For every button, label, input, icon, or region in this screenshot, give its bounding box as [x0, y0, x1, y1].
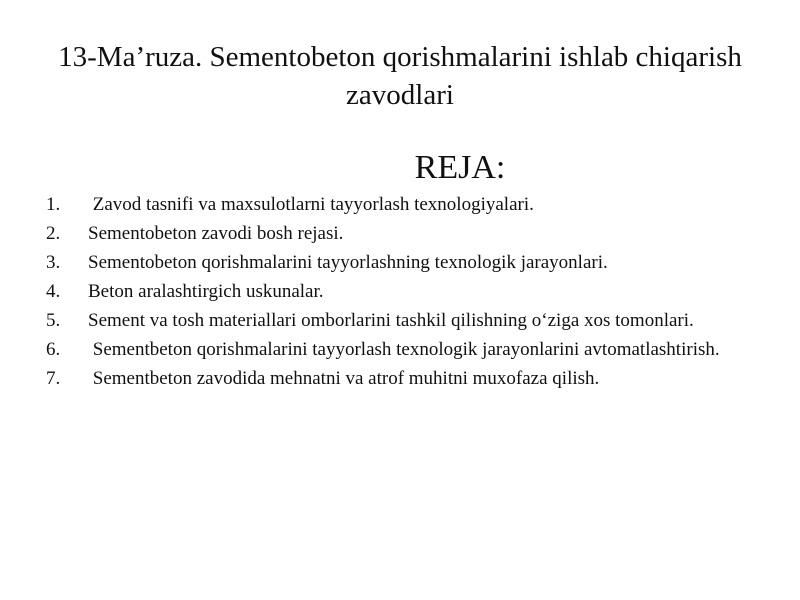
plan-item: [46, 339, 736, 361]
plan-item-text: Sementobeton zavodi bosh rejasi.: [88, 223, 344, 244]
plan-item-text: Sementobeton qorishmalarini tayyorlashning texnologik jarayonlari.: [88, 252, 608, 273]
plan-item: [46, 194, 736, 216]
plan-item-number: 5.: [46, 310, 61, 331]
plan-item-number: 1.: [46, 194, 61, 215]
plan-item-text: Sement va tosh materiallari omborlarini tashkil qilishning o‘ziga xos tomonlari.: [88, 310, 694, 331]
plan-list: [46, 194, 736, 397]
plan-item-text: Zavod tasnifi va maxsulotlarni tayyorlash texnologiyalari.: [88, 194, 534, 215]
plan-item: [46, 368, 736, 390]
plan-item-number: 4.: [46, 281, 61, 302]
plan-item-text: Sementbeton zavodida mehnatni va atrof muhitni muxofaza qilish.: [88, 368, 600, 389]
plan-item: [46, 310, 736, 332]
plan-item: [46, 252, 736, 274]
plan-item: [46, 281, 736, 303]
plan-item: [46, 223, 736, 245]
plan-item-text: Sementbeton qorishmalarini tayyorlash texnologik jarayonlarini avtomatlashtirish.: [88, 339, 720, 360]
plan-item-text: Beton aralashtirgich uskunalar.: [88, 281, 324, 302]
slide-title: 13-Ma’ruza. Sementobeton qorishmalarini ishlab chiqarish zavodlari: [58, 41, 742, 111]
plan-item-number: 6.: [46, 339, 61, 360]
plan-item-number: 3.: [46, 252, 61, 273]
plan-item-number: 7.: [46, 368, 61, 389]
plan-item-number: 2.: [46, 223, 61, 244]
plan-heading: REJA:: [414, 149, 506, 186]
